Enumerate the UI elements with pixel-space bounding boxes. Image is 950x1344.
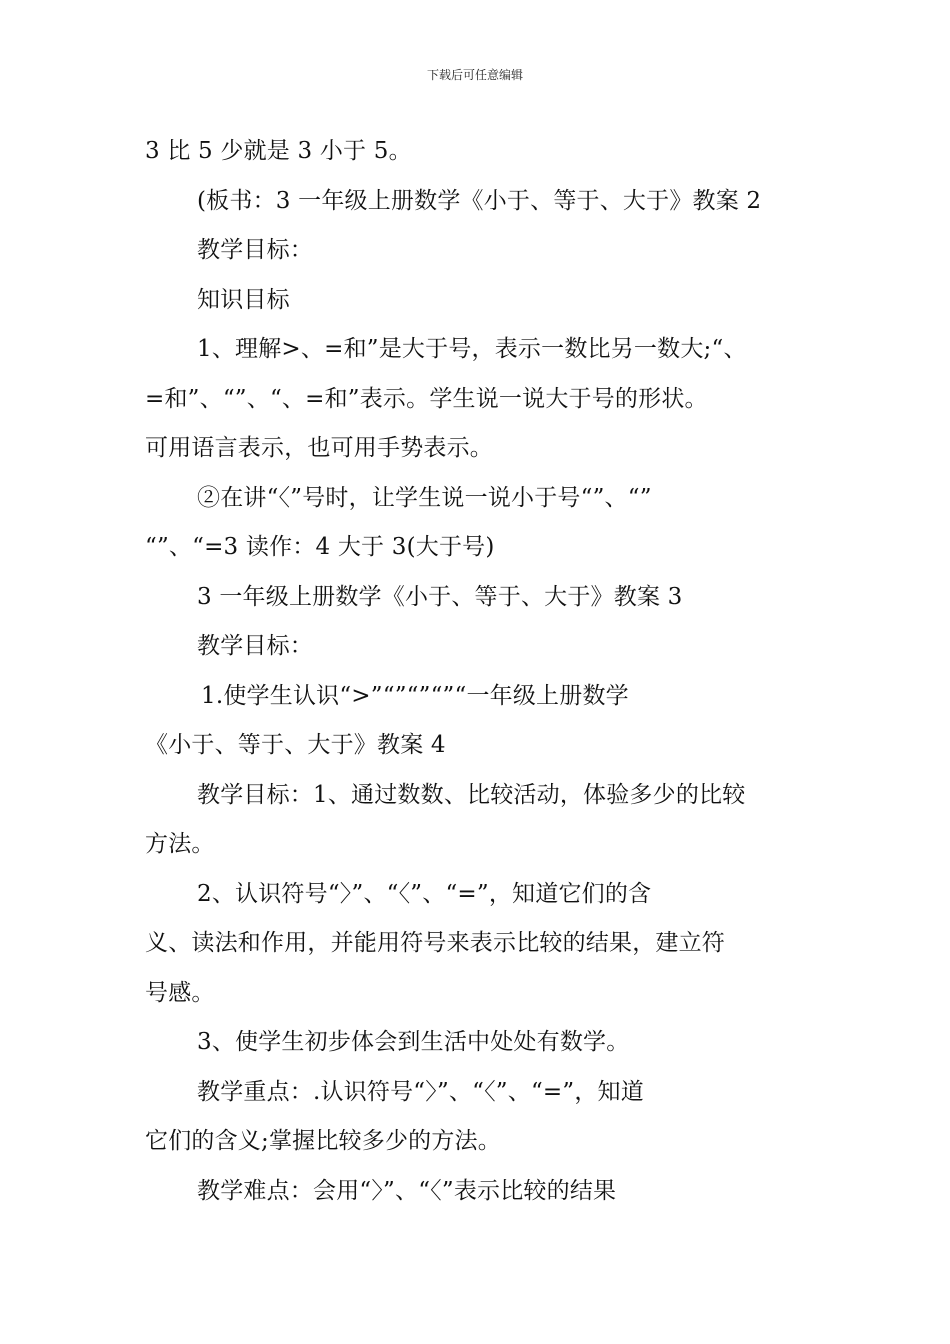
text-line: 方法。 <box>145 831 215 857</box>
text-line: 3、使学生初步体会到生活中处处有数学。 <box>197 1029 630 1055</box>
page-header: 下载后可任意编辑 <box>426 68 523 82</box>
text-line: 2、认识符号“〉”、“〈”、“=”，知道它们的含 <box>197 880 652 907</box>
text-line: (板书：3 一年级上册数学《小于、等于、大于》教案 2 <box>197 187 762 214</box>
text-line: 1、理解>、=和”是大于号，表示一数比另一数大;“、 <box>197 336 747 362</box>
text-line: 号感。 <box>145 979 215 1006</box>
text-line: 知识目标 <box>197 286 290 313</box>
text-line: 1.使学生认识“>”“”“”“”“一年级上册数学 <box>201 682 629 709</box>
text-line: 教学目标：1、通过数数、比较活动，体验多少的比较 <box>197 781 746 808</box>
text-line: 教学难点：会用“〉”、“〈”表示比较的结果 <box>197 1177 617 1204</box>
text-line: 教学目标： <box>197 237 313 263</box>
text-line: 教学重点：.认识符号“〉”、“〈”、“=”，知道 <box>197 1078 644 1105</box>
text-line: 3 比 5 少就是 3 小于 5。 <box>145 138 412 164</box>
text-line: 它们的含义;掌握比较多少的方法。 <box>145 1128 501 1154</box>
text-line: =和”、“”、“、=和”表示。学生说一说大于号的形状。 <box>145 385 708 412</box>
text-line: 可用语言表示，也可用手势表示。 <box>145 435 493 461</box>
document-body <box>145 131 810 1220</box>
text-line: 教学目标： <box>197 633 313 659</box>
text-line: “”、“=3 读作：4 大于 3(大于号) <box>145 534 495 560</box>
text-line: ②在讲“〈”号时，让学生说一说小于号“”、“” <box>197 484 652 511</box>
text-line: 义、读法和作用，并能用符号来表示比较的结果，建立符 <box>145 930 725 956</box>
text-line: 《小于、等于、大于》教案 4 <box>145 732 446 758</box>
text-line: 3 一年级上册数学《小于、等于、大于》教案 3 <box>197 583 683 610</box>
